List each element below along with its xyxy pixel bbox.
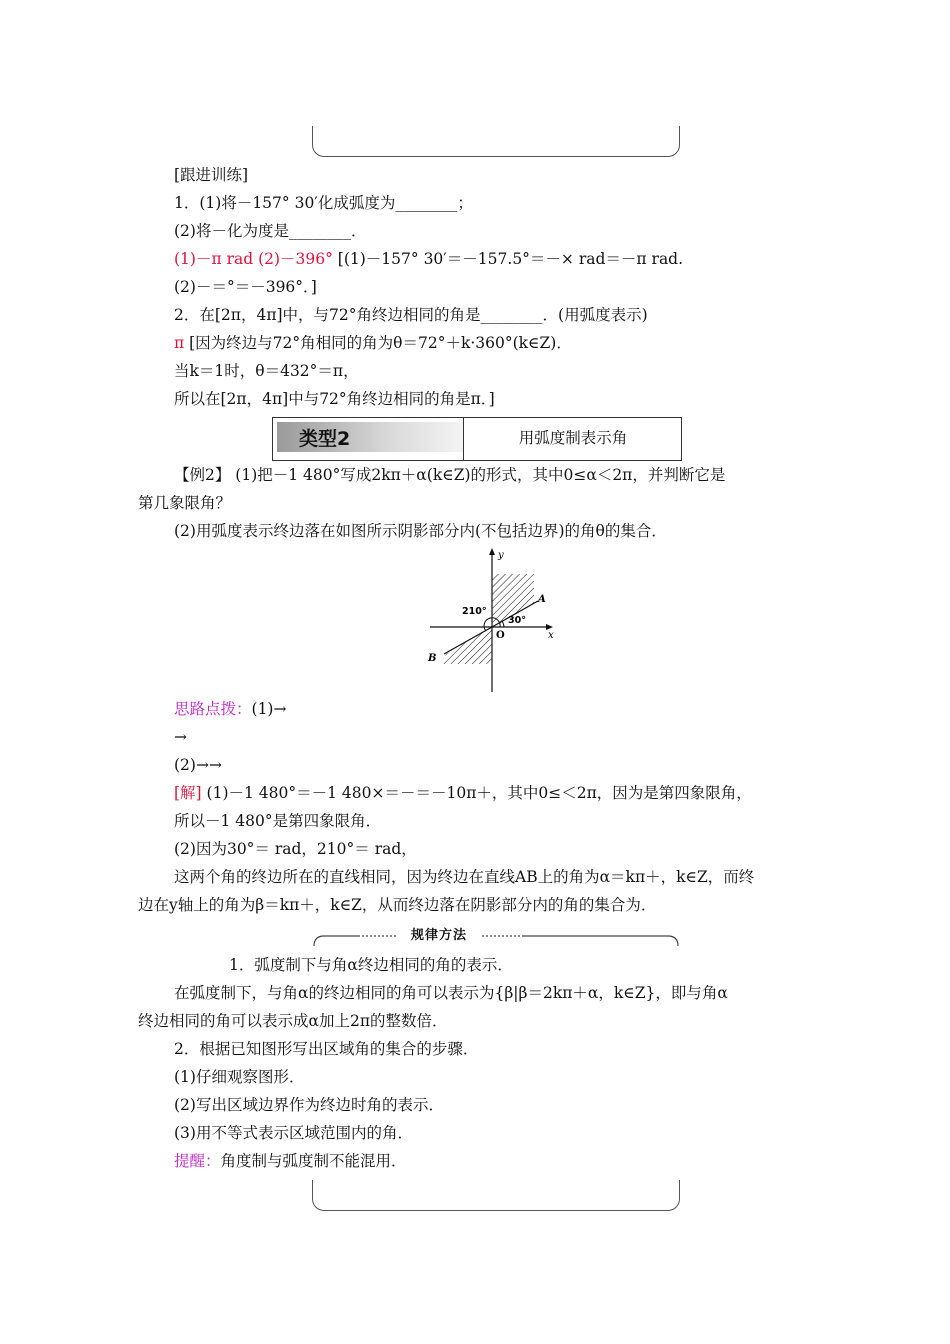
- exercise-2-conclusion: 所以在[2π，4π]中与72°角终边相同的角是π．]: [174, 390, 495, 408]
- solution-line-3: (2)因为30°＝ rad，210°＝ rad，: [174, 840, 417, 858]
- top-frame-bracket: [312, 126, 680, 157]
- method-point-1-detail: 在弧度制下，与角α的终边相同的角可以表示为{β|β＝2kπ＋α，k∈Z}，即与角α: [174, 984, 728, 1002]
- exercise-1-part-2: (2)将－化为度是________．: [174, 222, 367, 240]
- hint-part-1: (1)→: [251, 700, 287, 718]
- solution-line-2: 所以－1 480°是第四象限角．: [174, 812, 382, 830]
- hint-line-2: →: [174, 728, 187, 746]
- example-2-part-1-cont: 第几象限角？: [138, 494, 232, 512]
- exercise-1-part-1: 1．(1)将－157° 30′化成弧度为________；: [174, 194, 473, 212]
- method-header: [312, 926, 680, 948]
- method-point-1: 1．弧度制下与角α终边相同的角的表示．: [229, 956, 513, 974]
- method-step-3: (3)用不等式表示区域范围内的角．: [174, 1124, 413, 1142]
- solution-line-4: 这两个角的终边所在的直线相同，因为终边在直线AB上的角为α＝kπ＋，k∈Z，而终: [174, 868, 755, 886]
- y-axis-label: y: [498, 550, 504, 561]
- solution-part-1: (1)－1 480°＝－1 480×＝－＝－10π＋，其中0≤＜2π，因为是第四象限角，: [201, 784, 752, 802]
- exercise-2-answer-line: [174, 332, 572, 354]
- hint-line-3: (2)→→: [174, 756, 222, 774]
- type-tag-label: 类型2: [299, 428, 351, 450]
- method-header-label: 规律方法: [410, 928, 467, 943]
- type-title: 用弧度制表示角: [463, 418, 682, 460]
- point-a-label: A: [538, 594, 546, 605]
- reminder-label: 提醒：: [174, 1152, 221, 1170]
- angle-region-figure: [420, 546, 570, 694]
- angle-30-label: 30°: [508, 615, 526, 626]
- angle-30-arc: [502, 621, 504, 627]
- method-point-2: 2．根据已知图形写出区域角的集合的步骤．: [174, 1040, 479, 1058]
- exercise-1-solution: [(1)－157° 30′＝－157.5°＝－× rad＝－π rad.: [332, 250, 684, 268]
- exercise-2-solution-k1: 当k＝1时，θ＝432°＝π，: [174, 362, 359, 380]
- reminder-line: [174, 1150, 407, 1172]
- hint-label: 思路点拨：: [174, 700, 252, 718]
- x-axis-label: x: [548, 630, 554, 641]
- solution-line-5: 边在y轴上的角为β＝kπ＋，k∈Z，从而终边落在阴影部分内的角的集合为．: [138, 896, 657, 914]
- solution-line-1: [174, 782, 752, 804]
- y-axis-arrow-icon: [489, 548, 495, 555]
- example-2-part-2: (2)用弧度表示终边落在如图所示阴影部分内(不包括边界)的角θ的集合．: [174, 522, 667, 540]
- type-tag: [277, 422, 463, 452]
- bottom-frame-bracket: [312, 1180, 680, 1211]
- method-step-1: (1)仔细观察图形．: [174, 1068, 305, 1086]
- method-point-1-detail-cont: 终边相同的角可以表示成α加上2π的整数倍．: [138, 1012, 448, 1030]
- exercise-2-solution: [因为终边与72°角相同的角为θ＝72°＋k·360°(k∈Z)．: [184, 334, 572, 352]
- exercise-2: 2．在[2π，4π]中，与72°角终边相同的角是________．(用弧度表示): [174, 306, 648, 324]
- hint-line-1: [174, 698, 286, 720]
- angle-210-label: 210°: [462, 606, 487, 617]
- section-type-banner: [272, 417, 682, 461]
- method-step-2: (2)写出区域边界作为终边时角的表示．: [174, 1096, 444, 1114]
- method-header-frame: [312, 926, 680, 948]
- example-2-part-1: 【例2】 (1)把－1 480°写成2kπ＋α(k∈Z)的形式，其中0≤α＜2π，并判断它是: [174, 466, 726, 484]
- exercise-1-answer: (1)－π rad (2)－396°: [174, 250, 333, 268]
- exercise-1-solution-cont: (2)－＝°＝－396°．]: [174, 278, 317, 296]
- follow-up-heading: [跟进训练]: [174, 166, 249, 184]
- shaded-region-lower: [442, 627, 492, 664]
- exercise-2-answer: π: [174, 334, 185, 352]
- solution-label: [解]: [174, 784, 202, 802]
- reminder-text: 角度制与弧度制不能混用．: [220, 1152, 407, 1170]
- point-b-label: B: [428, 653, 437, 664]
- exercise-1-answer-line: [174, 248, 683, 270]
- origin-label: O: [496, 630, 505, 641]
